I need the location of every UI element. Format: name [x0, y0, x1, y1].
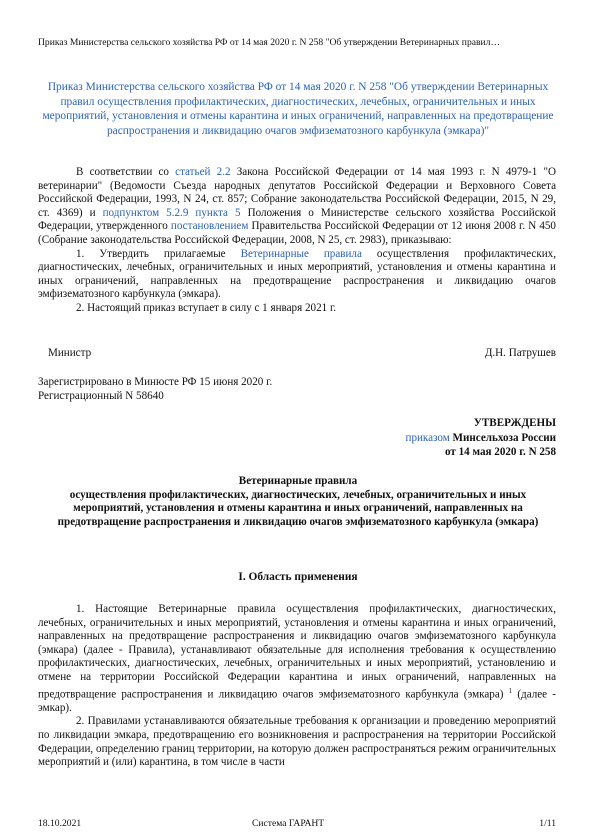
article-link[interactable]: статьей 2.2	[175, 166, 231, 178]
preamble-text-2: Закона Российской Федерации от 14 мая 1993 г. N 4979-1 "О ветеринарии" (Ведомости Съезда народных депутатов Российской Федерации и Верховного Совета Российской Федерации, 1993, N 24, ст. 857; Собрание законодательства Российской Федерации, 2015, N 29, ст. 4369) и	[38, 166, 556, 219]
resolution-link[interactable]: постановлением	[170, 220, 249, 233]
item1-text-2: осуществления профилактических, диагностических, лечебных, ограничительных и иных мероприятий, установления и отмены карантина и иных ограничений, направленных на предотвращение распространения и ликвидацию очагов эмфизематозного карбункула (эмкара).	[38, 247, 556, 301]
preamble-block	[38, 166, 556, 316]
footer-page-number: 1/11	[539, 818, 556, 829]
signature-name: Д.Н. Патрушев	[484, 347, 556, 359]
preamble-paragraph	[38, 166, 556, 248]
running-header: Приказ Министерства сельского хозяйства РФ от 14 мая 2020 г. N 258 "Об утверждении Ветеринарных правил…	[38, 37, 501, 48]
rule-paragraph-1	[38, 603, 556, 715]
footer-system: Система ГАРАНТ	[252, 818, 325, 829]
preamble-text-4: Правительства Российской Федерации от 12 июня 2008 г. N 450 (Собрание законодательства Российской Федерации, 2008, N 25, ст. 2983), приказываю:	[38, 220, 556, 246]
approval-block	[406, 416, 556, 460]
preamble-text-3: Положения о Министерстве сельского хозяйства Российской Федерации, утвержденного	[38, 206, 556, 233]
order-link[interactable]: приказом	[405, 431, 450, 444]
rules-link[interactable]: Ветеринарные правила	[240, 247, 362, 260]
section-heading: I. Область применения	[238, 571, 358, 583]
rules-title	[40, 475, 556, 529]
approval-order-line	[406, 431, 556, 446]
preamble-text-1: В соответствии со	[76, 166, 176, 178]
approval-ministry: Минсельхоза России	[449, 431, 556, 444]
signature-position: Министр	[48, 347, 92, 359]
registration-block	[38, 375, 272, 403]
document-title-link[interactable]: Приказ Министерства сельского хозяйства РФ от 14 мая 2020 г. N 258 "Об утверждении Ветеринарных правил осуществления профилактических, диагностических, лечебных, ограничительных и иных мероприятий, установления и отмены карантина и иных ограничений, направленных на предотвращение распространения и ликвидацию очагов эмфизематозного карбункула (эмкара)"	[42, 81, 554, 137]
footnote-marker[interactable]: 1	[508, 686, 513, 695]
approval-date: от 14 мая 2020 г. N 258	[444, 446, 556, 459]
subclause-link[interactable]: подпунктом 5.2.9 пункта 5	[102, 206, 241, 219]
rule-paragraph-1-text: 1. Настоящие Ветеринарные правила осуществления профилактических, диагностических, лечебных, ограничительных и иных мероприятий, установления и отмены карантина и иных ограничений, направленных на предотвращение распространения и ликвидацию очагов эмфизематозного карбункула (эмкара) (далее - Правила), устанавливают обязательные для исполнения требования к осуществлению профилактических, диагностических, лечебных, ограничительных и иных мероприятий, установлению и отмене на территории Российской Федерации карантина и иных ограничений, направленных на предотвращение распространения и ликвидацию очагов эмфизематозного карбункула (эмкара)	[38, 603, 556, 701]
order-item-1	[38, 248, 556, 302]
section-1-body	[38, 603, 556, 770]
registration-line-1: Зарегистрировано в Минюсте РФ 15 июня 2020 г.	[38, 376, 273, 388]
rule-paragraph-1-end: (далее - эмкар).	[38, 688, 556, 714]
registration-line-2: Регистрационный N 58640	[38, 390, 164, 402]
rules-title-line-2: осуществления профилактических, диагностических, лечебных, ограничительных и иных мероприятий, установления и отмены карантина и иных ограничений, направленных на предотвращение распространения и ликвидацию очагов эмфизематозного карбункула (эмкара)	[57, 488, 539, 528]
footer-date: 18.10.2021	[38, 818, 82, 829]
approval-heading: УТВЕРЖДЕНЫ	[473, 417, 556, 429]
order-item-2: 2. Настоящий приказ вступает в силу с 1 января 2021 г.	[76, 301, 337, 314]
rules-title-line-1: Ветеринарные правила	[238, 475, 358, 487]
item1-text-1: 1. Утвердить прилагаемые	[76, 247, 241, 260]
rule-paragraph-2: 2. Правилами устанавливаются обязательные требования к организации и проведению мероприятий по ликвидации эмкара, предотвращению его возникновения и распространения на территории Российской Федерации, определению границ территории, на которую должен распространяться режим ограничительных мероприятий и (или) карантина, в том числе в части	[38, 715, 556, 769]
